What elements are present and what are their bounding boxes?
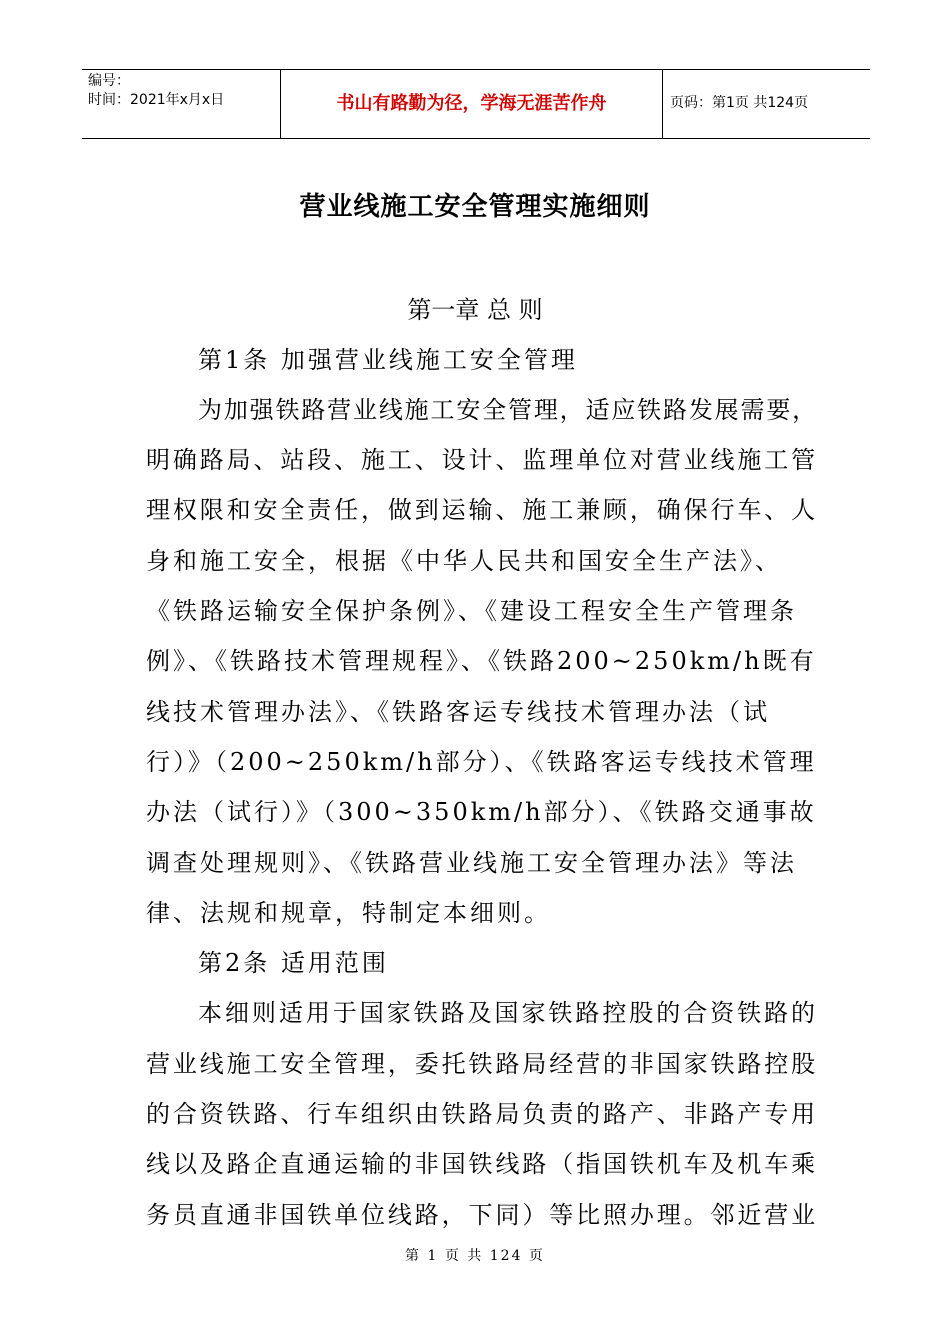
document-title: 营业线施工安全管理实施细则 [299,192,651,222]
motto: 书山有路勤为径，学海无涯苦作舟 [336,93,607,114]
body-line: 本细则适用于国家铁路及国家铁路控股的合资铁路的 [198,999,818,1027]
body-line: 《铁路运输安全保护条例》、《建设工程安全生产管理条 [146,597,797,625]
article-1-heading: 第1条 加强营业线施工安全管理 [198,346,578,374]
page-footer: 第 1 页 共 124 页 [405,1248,545,1264]
body-line: 身和施工安全，根据《中华人民共和国安全生产法》、 [146,547,782,575]
body-line: 办法（试行）》（300~350km/h部分）、《铁路交通事故 [146,798,817,826]
body-line: 明确路局、站段、施工、设计、监理单位对营业线施工管 [146,446,818,474]
header-left-cell [82,70,281,138]
time-label: 时间：2021年x月x日 [88,92,225,108]
body-line: 调查处理规则》、《铁路营业线施工安全管理办法》等法 [146,849,797,877]
article-2-heading: 第2条 适用范围 [198,949,389,977]
body-line: 的合资铁路、行车组织由铁路局负责的路产、非路产专用 [146,1100,818,1128]
body-line: 务员直通非国铁单位线路，下同）等比照办理。邻近营业 [146,1201,818,1229]
header-middle-cell [281,70,663,138]
body-line: 为加强铁路营业线施工安全管理，适应铁路发展需要， [198,396,818,424]
body-line: 线以及路企直通运输的非国铁线路（指国铁机车及机车乘 [146,1150,818,1178]
body-line: 行）》（200~250km/h部分）、《铁路客运专线技术管理 [146,748,817,776]
page-code: 页码：第1页 共124页 [670,95,809,111]
body-line: 理权限和安全责任，做到运输、施工兼顾，确保行车、人 [146,496,818,524]
header-table [82,69,870,139]
chapter-heading: 第一章 总 则 [407,296,543,324]
body-line: 线技术管理办法》、《铁路客运专线技术管理办法（试 [146,698,770,726]
header-right-cell [663,70,870,138]
code-label: 编号： [88,73,130,89]
body-line: 例》、《铁路技术管理规程》、《铁路200~250km/h既有 [146,647,817,675]
body-line: 律、法规和规章，特制定本细则。 [146,899,551,927]
body-line: 营业线施工安全管理，委托铁路局经营的非国家铁路控股 [146,1050,818,1078]
